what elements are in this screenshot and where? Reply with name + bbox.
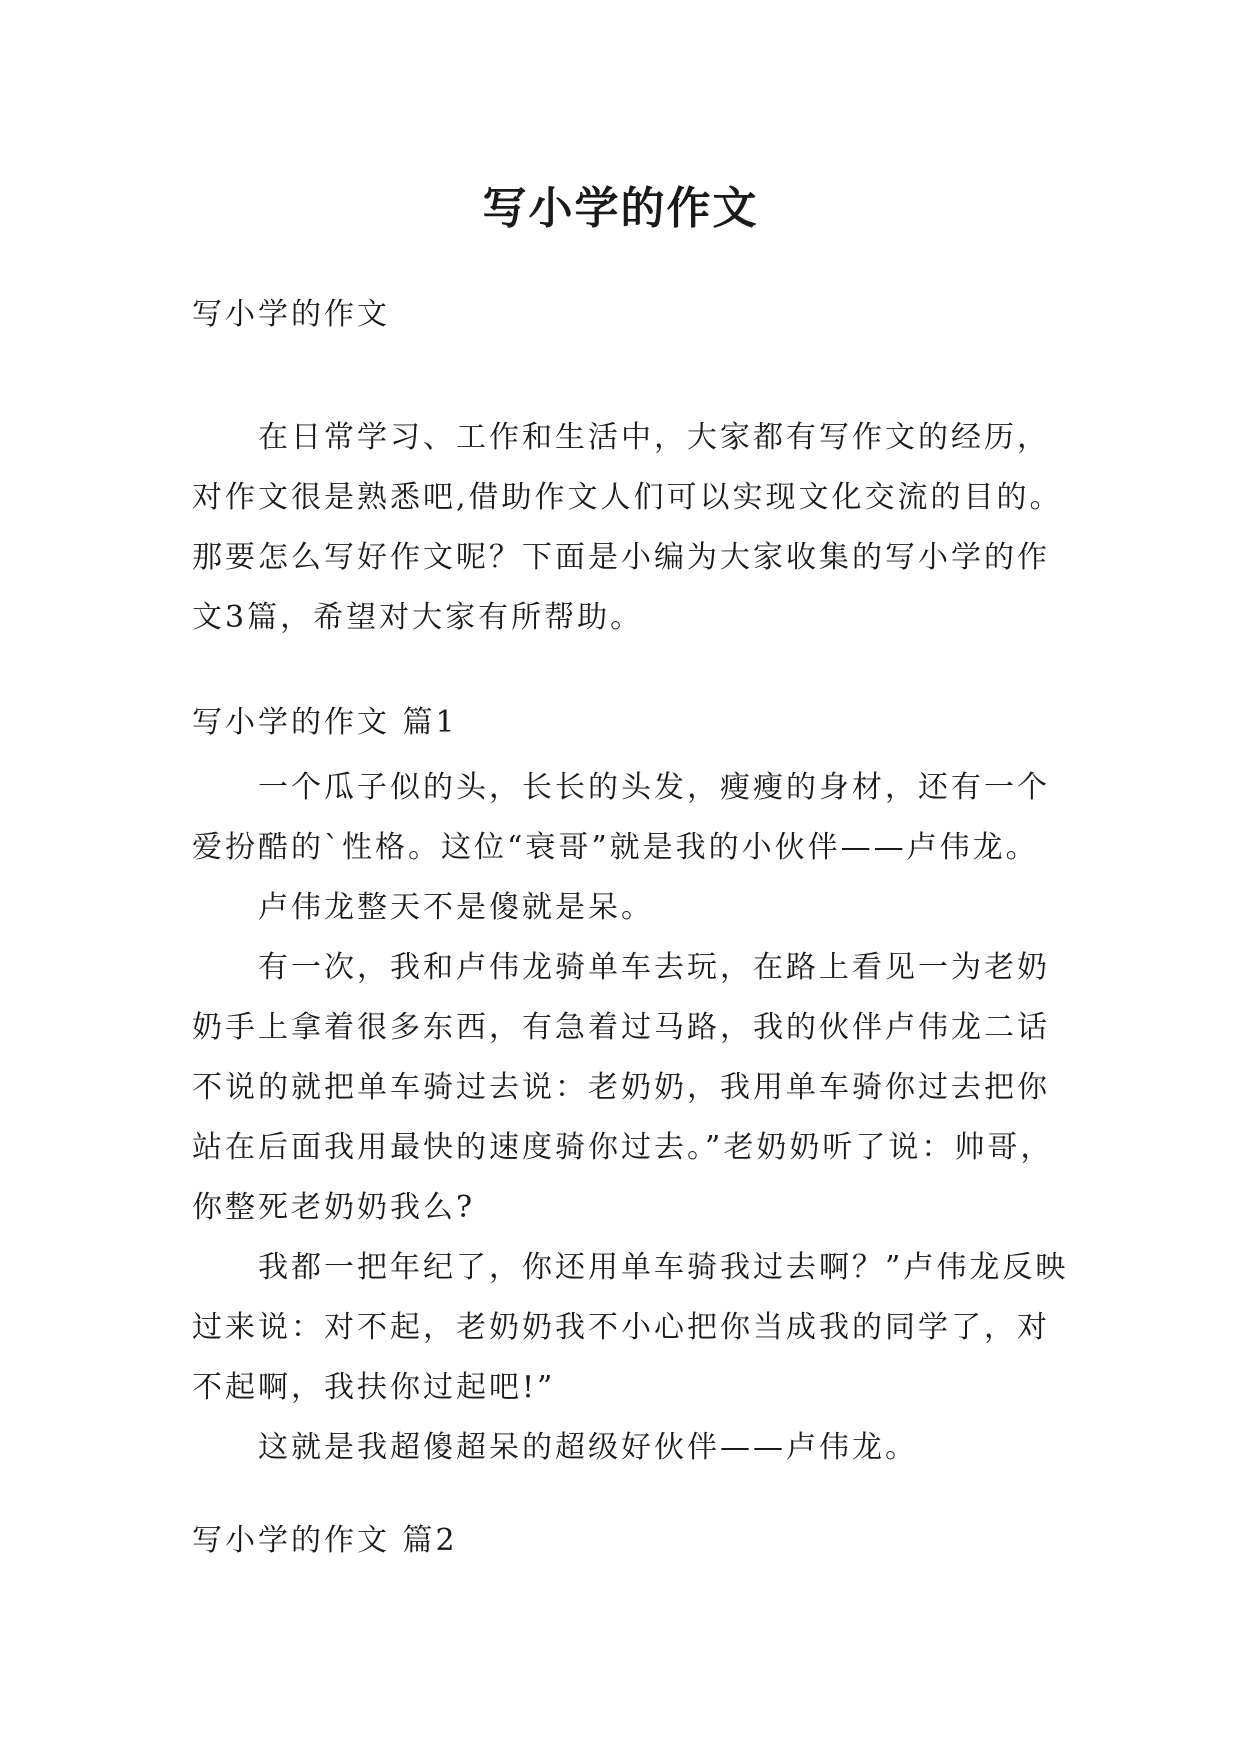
section-heading-1: 写小学的作文 篇1 (192, 705, 458, 740)
intro-paragraph: 在日常学习、工作和生活中，大家都有写作文的经历，对作文很是熟悉吧,借助作文人们可以实现文化交流的目的。那要怎么写好作文呢？下面是小编为大家收集的写小学的作文3篇，希望对大家有所帮助。 (192, 420, 1063, 635)
section-1-paragraph: 我都一把年纪了，你还用单车骑我过去啊？”卢伟龙反映过来说：对不起，老奶奶我不小心把你当成我的同学了，对不起啊，我扶你过起吧!” (192, 1250, 1069, 1405)
section-1-body (192, 758, 1072, 1478)
section-1-paragraph: 这就是我超傻超呆的超级好伙伴——卢伟龙。 (258, 1430, 918, 1465)
section-1-paragraph: 卢伟龙整天不是傻就是呆。 (258, 890, 654, 925)
section-1-paragraph: 一个瓜子似的头，长长的头发，瘦瘦的身材，还有一个爱扮酷的`性格。这位“衰哥”就是我的小伙伴——卢伟龙。 (192, 770, 1050, 865)
section-heading-2: 写小学的作文 篇2 (192, 1523, 458, 1558)
document-subtitle: 写小学的作文 (192, 297, 390, 332)
document-title: 写小学的作文 (482, 183, 759, 235)
section-1-paragraph: 有一次，我和卢伟龙骑单车去玩，在路上看见一为老奶奶手上拿着很多东西，有急着过马路，我的伙伴卢伟龙二话不说的就把单车骑过去说：老奶奶，我用单车骑你过去把你站在后面我用最快的速度骑你过去。”老奶奶听了说：帅哥，你整死老奶奶我么? (192, 950, 1054, 1225)
